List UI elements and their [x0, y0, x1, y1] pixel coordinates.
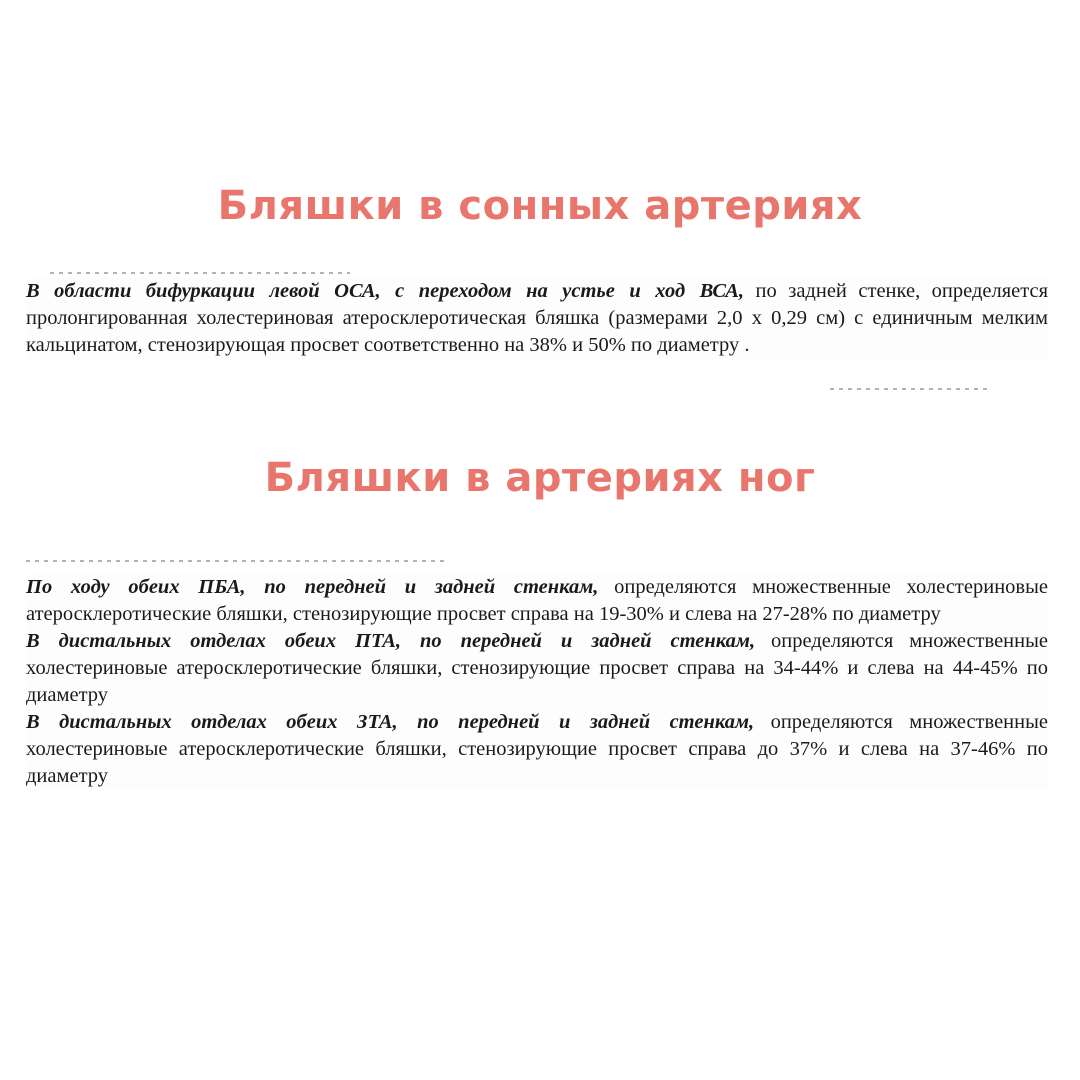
- legs-paragraph-1: [26, 574, 1048, 628]
- legs-paragraph-2-lead: В дистальных отделах обеих ПТА, по передней и задней стенкам,: [26, 630, 756, 652]
- carotid-paragraph: [26, 278, 1048, 359]
- legs-paragraph-3-lead: В дистальных отделах обеих ЗТА, по передней и задней стенкам,: [26, 711, 755, 733]
- legs-paragraph-1-lead: По ходу обеих ПБА, по передней и задней стенкам,: [26, 576, 599, 598]
- carotid-paragraph-text: по задней стенке, определяется пролонгированная холестериновая атеросклеротическая бляшка (размерами 2,0 х 0,29 см) с единичным мелким кальцинатом, стенозирующая просвет соответственно на 38% и 50% по диаметру .: [26, 280, 1048, 356]
- legs-paragraph-3-text: определяются множественные холестериновые атеросклеротические бляшки, стенозирующие просвет справа до 37% и слева на 37-46% по диаметру: [26, 711, 1048, 787]
- legs-paragraph-2: [26, 628, 1048, 709]
- scan-artifact: [50, 272, 350, 274]
- carotid-report-scan: [26, 278, 1048, 359]
- section-title-carotid: Бляшки в сонных артериях: [217, 183, 863, 229]
- carotid-paragraph-lead: В области бифуркации левой ОСА, с переходом на устье и ход ВСА,: [26, 280, 745, 302]
- scan-artifact: [830, 388, 990, 390]
- legs-paragraph-2-text: определяются множественные холестериновые атеросклеротические бляшки, стенозирующие просвет справа на 34-44% и слева на 44-45% по диаметру: [26, 630, 1048, 706]
- legs-paragraph-3: [26, 709, 1048, 790]
- legs-report-scan: [26, 574, 1048, 790]
- section-title-legs: Бляшки в артериях ног: [264, 455, 816, 501]
- legs-paragraph-1-text: определяются множественные холестериновые атеросклеротические бляшки, стенозирующие просвет справа на 19-30% и слева на 27-28% по диаметру: [26, 576, 1048, 625]
- scan-artifact: [26, 560, 446, 562]
